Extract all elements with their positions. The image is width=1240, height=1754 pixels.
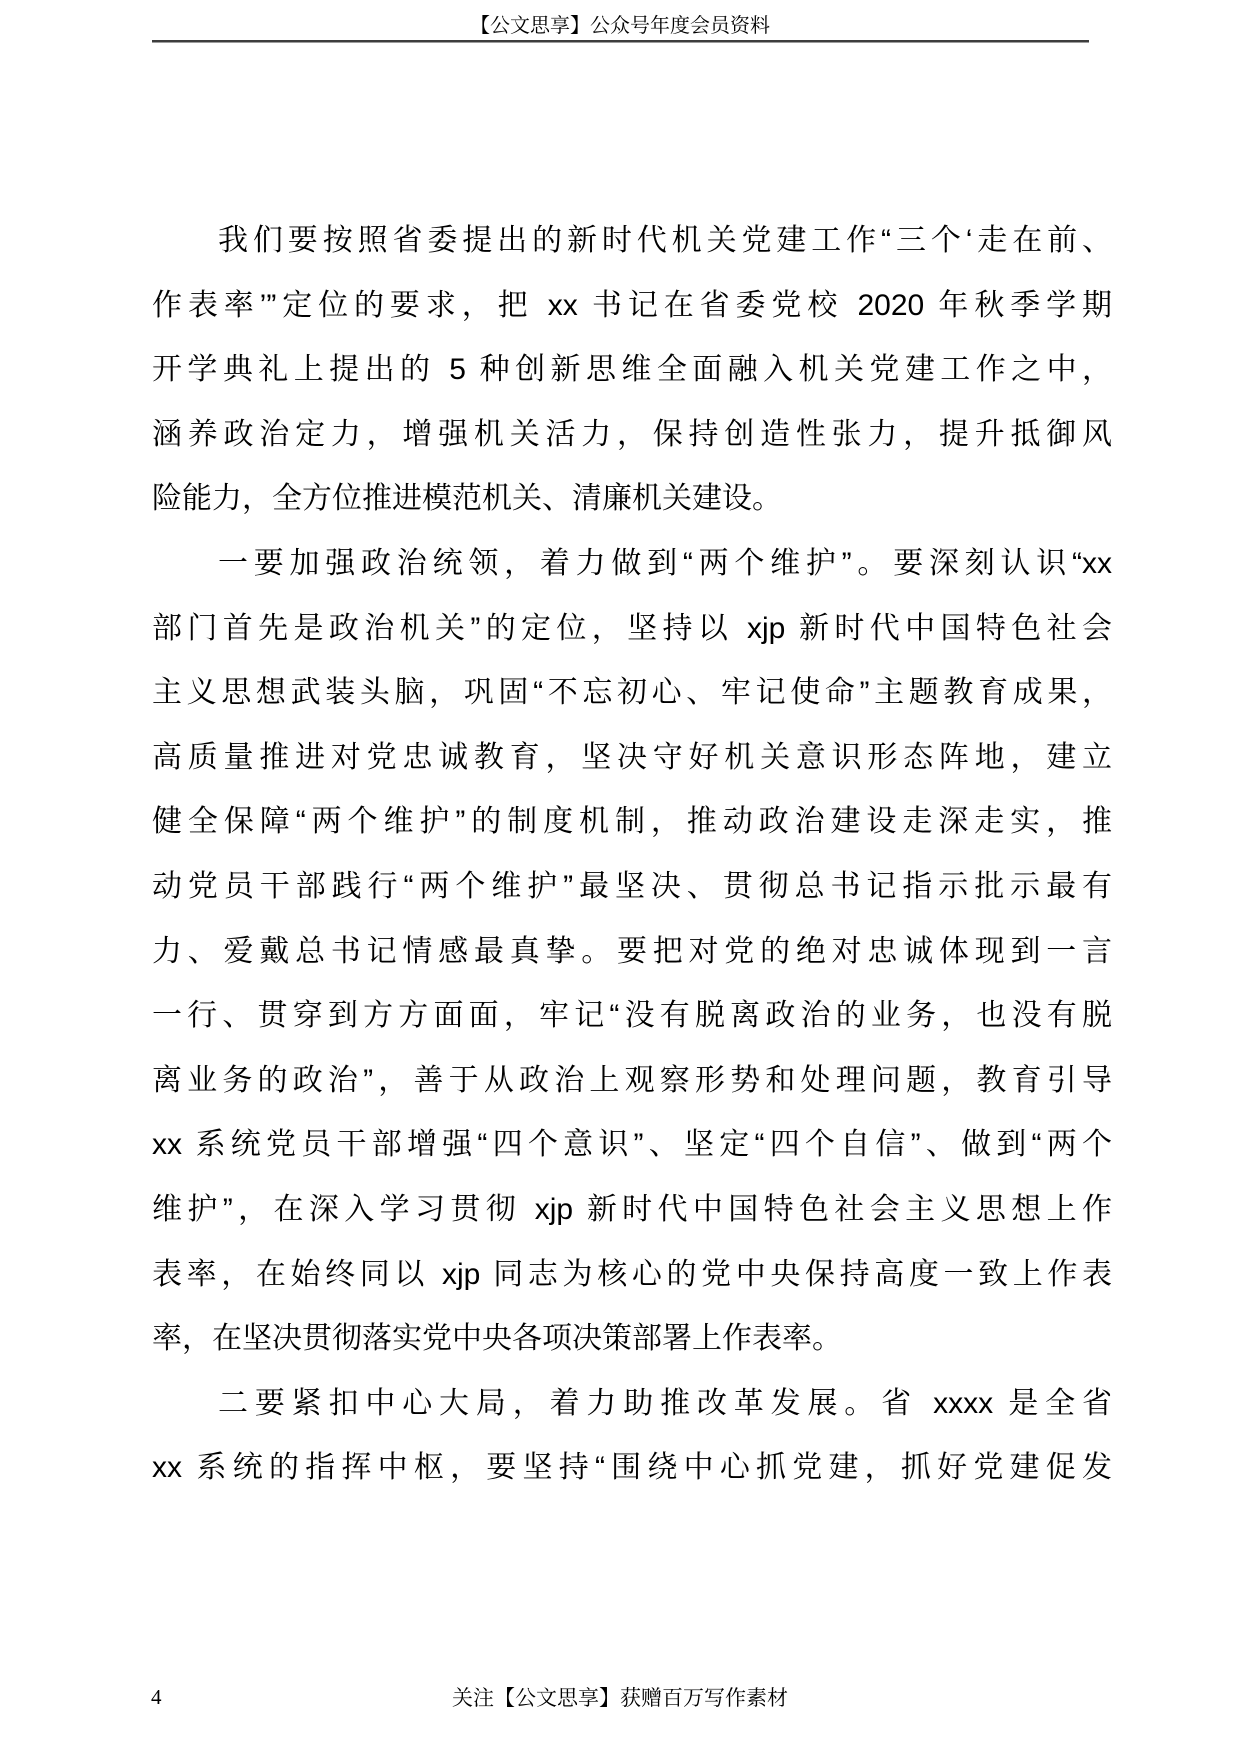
- text-line: 动党员干部践行“两个维护”最坚决、贯彻总书记指示批示最有: [152, 869, 1112, 903]
- text-line: 率，在坚决贯彻落实党中央各项决策部署上作表率。: [152, 1322, 842, 1356]
- text-line: 二要紧扣中心大局，着力助推改革发展。省 xxxx 是全省: [218, 1386, 1112, 1420]
- text-line: 维护”，在深入学习贯彻 xjp 新时代中国特色社会主义思想上作: [152, 1192, 1112, 1226]
- paragraph: [152, 532, 1112, 1372]
- text-line: xx 系统党员干部增强“四个意识”、坚定“四个自信”、做到“两个: [152, 1128, 1112, 1162]
- text-line: 高质量推进对党忠诚教育，坚决守好机关意识形态阵地，建立: [152, 740, 1112, 774]
- text-line: 力、爱戴总书记情感最真挚。要把对党的绝对忠诚体现到一言: [152, 934, 1112, 968]
- footer-note: 关注【公文思享】获赠百万写作素材: [452, 1687, 788, 1710]
- text-line: 我们要按照省委提出的新时代机关党建工作“三个‘走在前、: [218, 224, 1112, 257]
- text-line: 开学典礼上提出的 5 种创新思维全面融入机关党建工作之中，: [152, 353, 1112, 387]
- text-line: 作表率’”定位的要求，把 xx 书记在省委党校 2020 年秋季学期: [152, 288, 1112, 322]
- text-line: 部门首先是政治机关”的定位，坚持以 xjp 新时代中国特色社会: [152, 611, 1112, 645]
- paragraph: [152, 209, 1112, 532]
- header-rule: [152, 40, 1089, 43]
- document-body: [152, 209, 1112, 1501]
- page-number: 4: [151, 1685, 162, 1709]
- text-line: 离业务的政治”，善于从政治上观察形势和处理问题，教育引导: [152, 1063, 1112, 1097]
- text-line: 险能力，全方位推进模范机关、清廉机关建设。: [152, 482, 782, 516]
- text-line: 主义思想武装头脑，巩固“不忘初心、牢记使命”主题教育成果，: [152, 676, 1112, 710]
- text-line: 涵养政治定力，增强机关活力，保持创造性张力，提升抵御风: [152, 417, 1112, 451]
- text-line: 一行、贯穿到方方面面，牢记“没有脱离政治的业务，也没有脱: [152, 999, 1112, 1033]
- paragraph: [152, 1372, 1112, 1501]
- text-line: 健全保障“两个维护”的制度机制，推动政治建设走深走实，推: [152, 805, 1112, 839]
- text-line: xx 系统的指挥中枢，要坚持“围绕中心抓党建，抓好党建促发: [152, 1451, 1112, 1485]
- text-line: 表率，在始终同以 xjp 同志为核心的党中央保持高度一致上作表: [152, 1257, 1112, 1291]
- page-header-title: 【公文思享】公众号年度会员资料: [470, 15, 770, 37]
- text-line: 一要加强政治统领，着力做到“两个维护”。要深刻认识“xx: [218, 546, 1112, 580]
